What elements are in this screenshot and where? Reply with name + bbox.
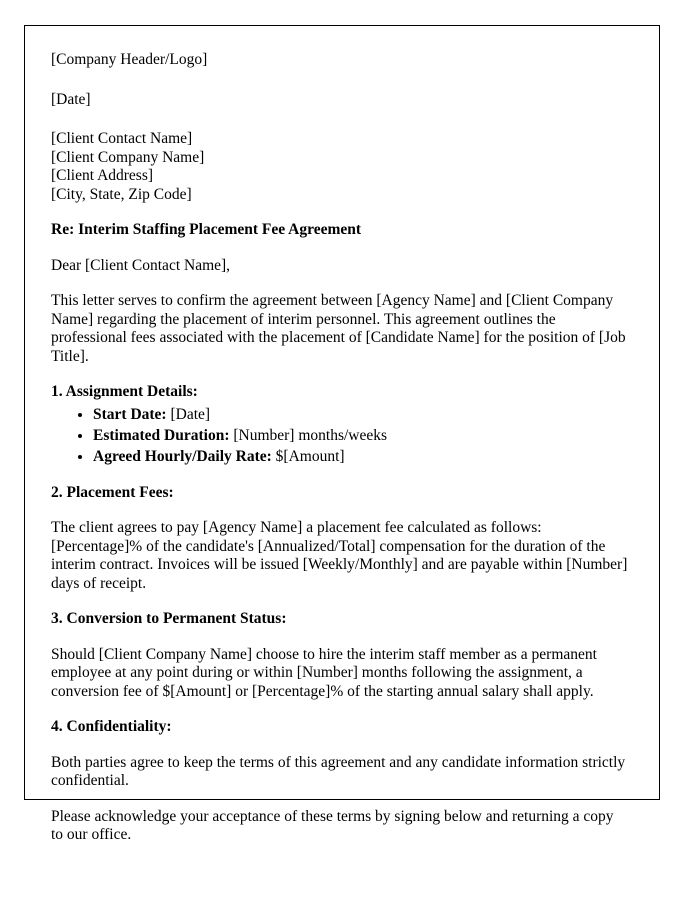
agreed-rate-value: $[Amount]	[275, 447, 345, 465]
start-date-value: [Date]	[170, 405, 211, 423]
section-3-paragraph: Should [Client Company Name] choose to hire the interim staff member as a permanent employee at any point during or within [Number] months following the assignment, a conversion fee of $[Amount] or [Percentage]% of the starting annual salary shall apply.	[51, 645, 597, 700]
recipient-company-name: [Client Company Name]	[51, 148, 205, 166]
letter-body	[51, 51, 635, 843]
letter-date: [Date]	[51, 90, 91, 108]
section-4-paragraph: Both parties agree to keep the terms of this agreement and any candidate information strictly confidential.	[51, 753, 626, 789]
start-date-label: Start Date:	[93, 405, 167, 423]
agreed-rate-label: Agreed Hourly/Daily Rate:	[93, 447, 272, 465]
recipient-contact-name: [Client Contact Name]	[51, 130, 193, 147]
section-2-paragraph: The client agrees to pay [Agency Name] a placement fee calculated as follows: [Percentage]% of the candidate's [Annualized/Total] compensation for the duration of the interim contract. Invoices will be issued [Weekly/Monthly] and are payable within [Number] days of receipt.	[51, 519, 628, 592]
closing-paragraph-clipped	[51, 826, 635, 843]
closing-paragraph-continued: to our office.	[51, 826, 132, 843]
section-1-heading: 1. Assignment Details:	[51, 383, 198, 400]
salutation: Dear [Client Contact Name],	[51, 256, 231, 274]
assignment-details-list	[51, 404, 635, 467]
estimated-duration-label: Estimated Duration:	[93, 426, 230, 444]
list-item	[93, 446, 635, 467]
closing-paragraph: Please acknowledge your acceptance of these terms by signing below and returning a copy	[51, 807, 614, 825]
section-3-heading: 3. Conversion to Permanent Status:	[51, 610, 287, 627]
company-header-logo: [Company Header/Logo]	[51, 51, 208, 68]
subject-line: Re: Interim Staffing Placement Fee Agreement	[51, 221, 362, 238]
intro-paragraph: This letter serves to confirm the agreement between [Agency Name] and [Client Company Name] regarding the placement of interim personnel. This agreement outlines the professional fees associated with the placement of [Candidate Name] for the position of [Job Title].	[51, 292, 626, 365]
list-item	[93, 404, 635, 425]
list-item	[93, 425, 635, 446]
estimated-duration-value: [Number] months/weeks	[233, 426, 388, 444]
recipient-address: [Client Address]	[51, 167, 154, 184]
letter-frame	[24, 25, 660, 843]
recipient-city-state-zip: [City, State, Zip Code]	[51, 185, 192, 203]
section-4-heading: 4. Confidentiality:	[51, 718, 172, 735]
section-2-heading: 2. Placement Fees:	[51, 483, 174, 501]
